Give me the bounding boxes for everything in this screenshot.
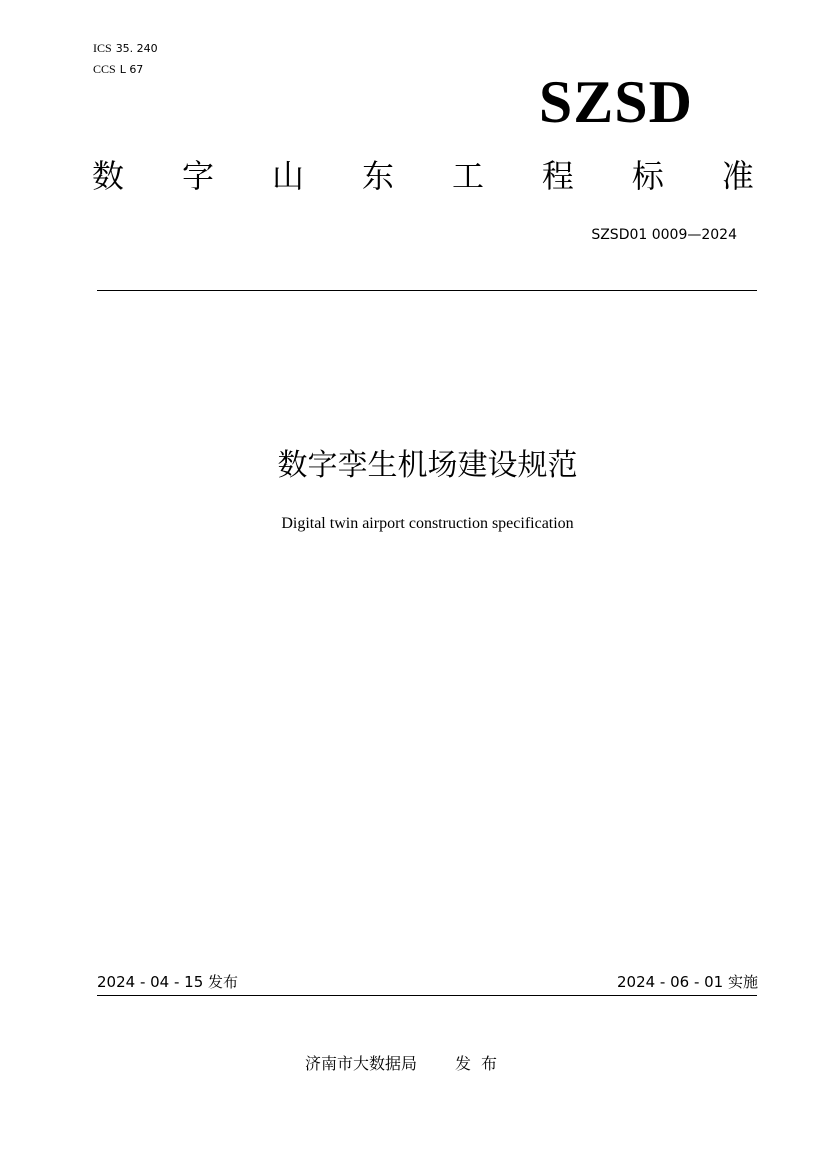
ccs-label: CCS <box>93 62 116 76</box>
series-title-char: 东 <box>361 157 394 195</box>
ics-classification <box>93 41 158 56</box>
series-title-char: 工 <box>451 157 484 195</box>
ics-label: ICS <box>93 41 112 55</box>
top-divider <box>97 290 757 291</box>
bottom-divider <box>97 995 757 996</box>
issue-date: 2024 - 04 - 15 发布 <box>97 973 239 991</box>
series-title-char: 山 <box>271 157 304 195</box>
series-title-char: 准 <box>721 157 754 195</box>
series-title-char: 数 <box>92 157 125 195</box>
document-title-english: Digital twin airport construction specification <box>281 515 574 532</box>
document-title-chinese: 数字孪生机场建设规范 <box>277 448 578 483</box>
ccs-classification <box>93 62 143 77</box>
publisher-name: 济南市大数据局 <box>305 1054 418 1073</box>
series-title <box>92 156 754 196</box>
szsd-logo: SZSD <box>538 69 693 135</box>
series-title-char: 程 <box>541 157 574 195</box>
series-title-char: 字 <box>181 157 214 195</box>
standard-number: SZSD01 0009—2024 <box>591 227 737 243</box>
implementation-date: 2024 - 06 - 01 实施 <box>616 973 758 991</box>
publisher <box>305 1054 507 1074</box>
publisher-action: 发布 <box>455 1054 508 1073</box>
ccs-code: L 67 <box>119 63 144 76</box>
ics-code: 35. 240 <box>115 42 158 55</box>
series-title-char: 标 <box>631 157 664 195</box>
